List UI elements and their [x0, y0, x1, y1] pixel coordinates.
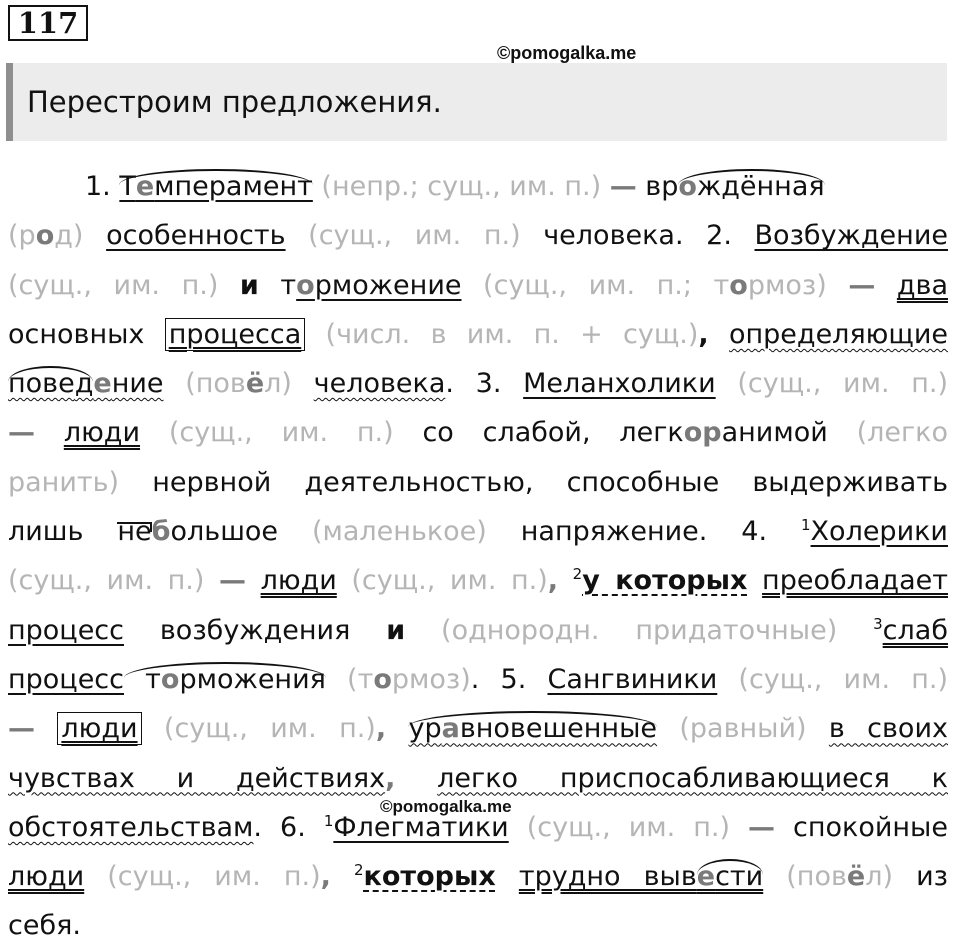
text-line-6: — люди (сущ., им. п.) со слабой, легкоранимой (легко: [8, 417, 948, 449]
text-line-15: люди (сущ., им. п.), $^2$которых трудно вывести (повёл) из: [8, 861, 948, 893]
exercise-text: [8, 162, 948, 951]
text-line-9: (сущ., им. п.) — люди (сущ., им. п.), $^2$у которых преобладает: [8, 565, 948, 597]
text-line-1: 1. Темперамент (непр.; сущ., им. п.) — врождённая: [85, 171, 825, 202]
text-line-3: (сущ., им. п.) и торможение (сущ., им. п.; тормоз) — два: [8, 269, 948, 301]
text-line-5: поведение (повёл) человека. 3. Меланхолики (сущ., им. п.): [8, 368, 948, 400]
text-line-11: процесс торможения (тормоз). 5. Сангвиники (сущ., им. п.): [8, 663, 948, 695]
instruction-banner: [6, 63, 947, 141]
text-line-7: ранить) нервной деятельностью, способные выдерживать: [8, 466, 948, 498]
exercise-number: 117: [8, 5, 88, 41]
text-line-2: (род) особенность (сущ., им. п.) человека. 2. Возбуждение: [8, 220, 948, 252]
watermark-mid: ©pomogalka.me: [380, 797, 512, 816]
text-line-12: — люди (сущ., им. п.), уравновешенные (равный) в своих: [8, 713, 948, 745]
text-line-8: лишь небольшое (маленькое) напряжение. 4. $^1$Холерики: [8, 516, 948, 548]
boxed-word-people: люди: [57, 712, 141, 745]
instruction-text: Перестроим предложения.: [27, 85, 442, 119]
watermark-top: ©pomogalka.me: [497, 43, 637, 63]
text-line-10: процесс возбуждения и (однородн. придаточные) $^3$слаб: [8, 614, 948, 646]
text-line-4: основных процесса (числ. в им. п. + сущ.), определяющие: [8, 318, 948, 350]
text-line-16: себя.: [8, 910, 81, 942]
text-line-14: обстоятельствам. 6. $^1$Флегматики (сущ., им. п.) — спокойные: [8, 811, 948, 843]
text-line-13: чувствах и действиях, легко приспосабливающиеся к: [8, 762, 948, 794]
boxed-word-process: процесса: [165, 318, 306, 351]
